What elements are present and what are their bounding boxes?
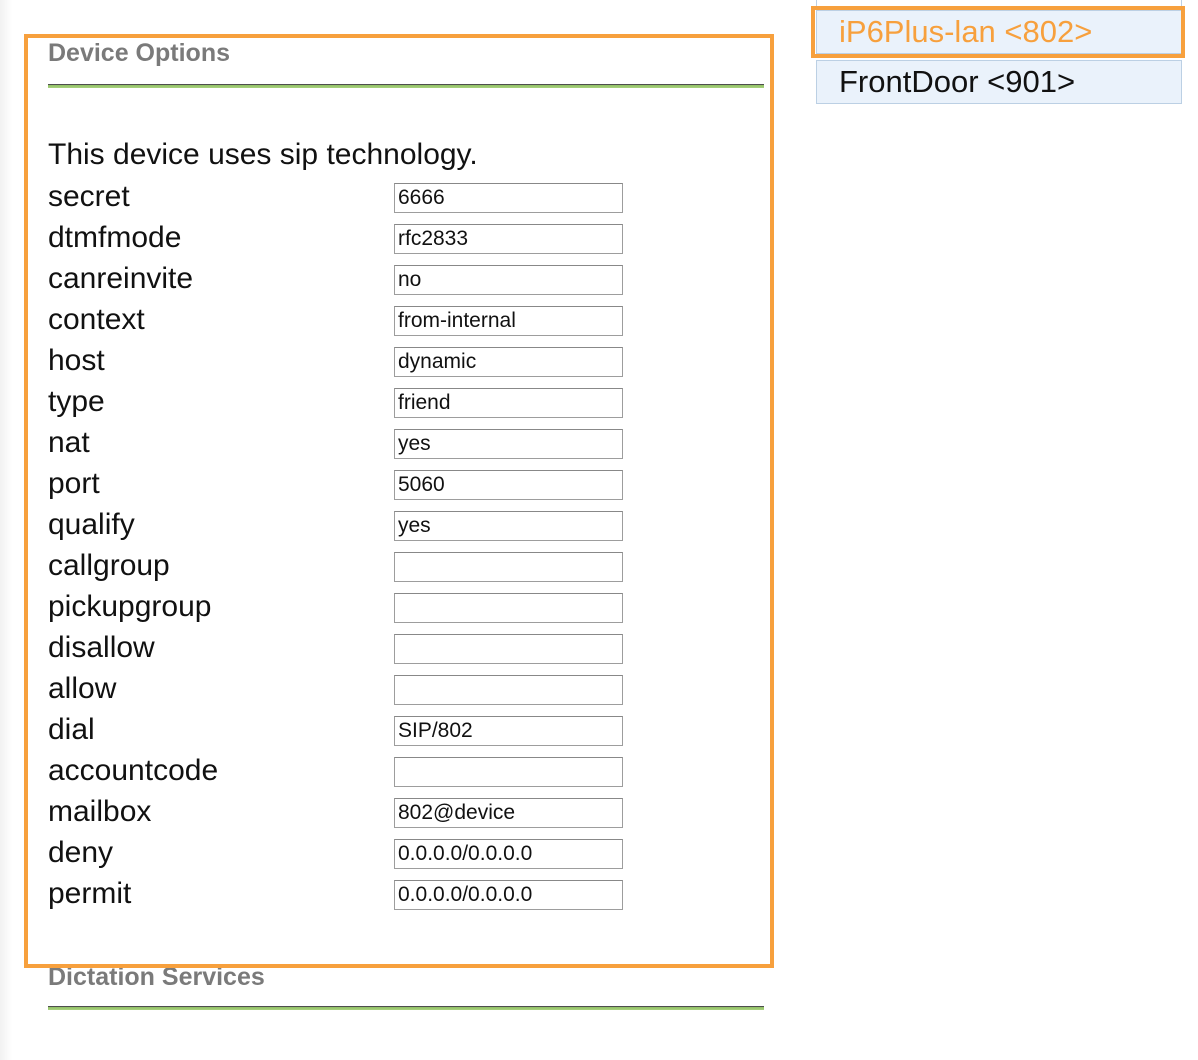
permit-label: permit xyxy=(48,877,132,910)
disallow-label: disallow xyxy=(48,631,155,664)
pickupgroup-label: pickupgroup xyxy=(48,590,212,623)
mailbox-label: mailbox xyxy=(48,795,152,828)
port-label: port xyxy=(48,467,100,500)
page-left-edge xyxy=(0,0,12,1060)
dictation-services-divider xyxy=(48,1006,764,1010)
callgroup-label: callgroup xyxy=(48,549,170,582)
allow-label: allow xyxy=(48,672,117,705)
nat-label: nat xyxy=(48,426,90,459)
device-technology-text: This device uses sip technology. xyxy=(48,138,478,171)
accountcode-label: accountcode xyxy=(48,754,219,787)
device-options-highlight xyxy=(24,34,774,968)
dtmfmode-label: dtmfmode xyxy=(48,221,182,254)
device-options-title: Device Options xyxy=(48,39,230,67)
type-label: type xyxy=(48,385,105,418)
dial-label: dial xyxy=(48,713,95,746)
secret-label: secret xyxy=(48,180,130,213)
deny-label: deny xyxy=(48,836,114,869)
context-label: context xyxy=(48,303,145,336)
host-label: host xyxy=(48,344,105,377)
qualify-label: qualify xyxy=(48,508,135,541)
device-item-ip6plus-lan[interactable]: iP6Plus-lan <802> xyxy=(816,10,1182,54)
dictation-services-title: Dictation Services xyxy=(48,963,265,991)
device-item-frontdoor[interactable]: FrontDoor <901> xyxy=(816,60,1182,104)
selected-device-highlight xyxy=(811,6,1185,58)
canreinvite-label: canreinvite xyxy=(48,262,194,295)
